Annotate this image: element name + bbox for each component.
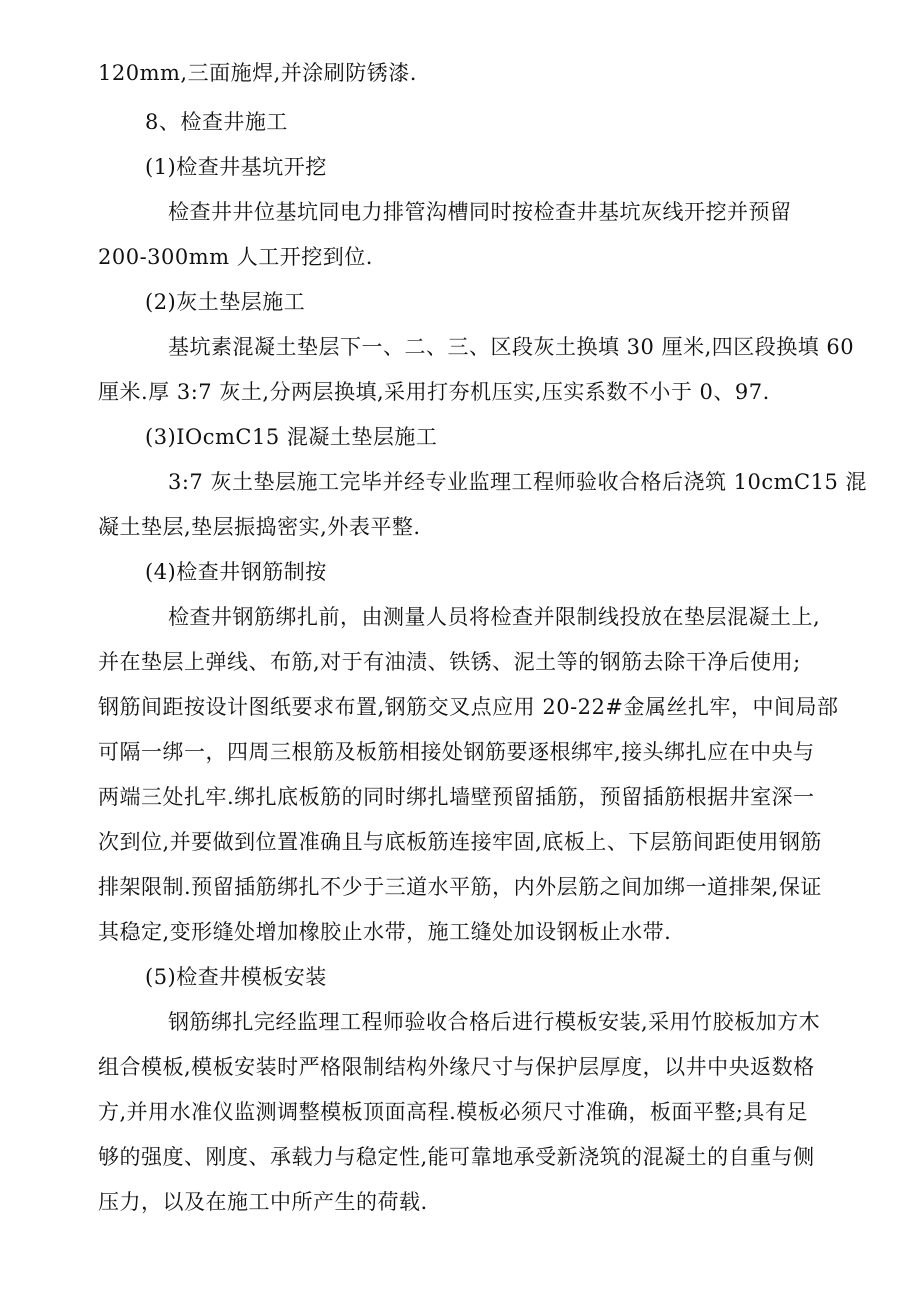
text-line: 200-300mm 人工开挖到位. <box>98 245 373 269</box>
text-line: 3:7 灰土垫层施工完毕并经专业监理工程师验收合格后浇筑 10cmC15 混 <box>168 470 868 494</box>
subsection-heading: (4)检查井钢筋制按 <box>145 560 327 584</box>
subsection-heading: (5)检查井模板安装 <box>145 965 327 989</box>
text-line: 钢筋绑扎完经监理工程师验收合格后进行模板安装,采用竹胶板加方木 <box>168 1010 821 1034</box>
subsection-heading: (1)检查井基坑开挖 <box>145 155 327 179</box>
text-line: 组合模板,模板安装时严格限制结构外缘尺寸与保护层厚度，以井中央返数格 <box>98 1055 815 1079</box>
text-line: 够的强度、刚度、承载力与稳定性,能可靠地承受新浇筑的混凝土的自重与侧 <box>98 1145 815 1169</box>
subsection-heading: (2)灰土垫层施工 <box>145 290 306 314</box>
text-line: 可隔一绑一，四周三根筋及板筋相接处钢筋要逐根绑牢,接头绑扎应在中央与 <box>98 740 815 764</box>
text-line: 并在垫层上弹线、布筋,对于有油渍、铁锈、泥土等的钢筋去除干净后使用; <box>98 650 801 674</box>
text-line: 厘米.厚 3:7 灰土,分两层换填,采用打夯机压实,压实系数不小于 0、97. <box>98 380 770 404</box>
section-heading: 8、检查井施工 <box>145 110 288 134</box>
text-line: 排架限制.预留插筋绑扎不少于三道水平筋，内外层筋之间加绑一道排架,保证 <box>98 875 822 899</box>
text-line: 120mm,三面施焊,并涂刷防锈漆. <box>98 61 417 85</box>
text-line: 压力，以及在施工中所产生的荷载. <box>98 1190 428 1214</box>
text-line: 检查井井位基坑同电力排管沟槽同时按检查井基坑灰线开挖并预留 <box>168 200 792 224</box>
text-line: 其稳定,变形缝处增加橡胶止水带，施工缝处加设钢板止水带. <box>98 920 672 944</box>
text-line: 次到位,并要做到位置准确且与底板筋连接牢固,底板上、下层筋间距使用钢筋 <box>98 830 822 854</box>
text-line: 基坑素混凝土垫层下一、二、三、区段灰土换填 30 厘米,四区段换填 60 <box>168 335 855 359</box>
text-line: 凝土垫层,垫层振捣密实,外表平整. <box>98 515 421 539</box>
text-line: 两端三处扎牢.绑扎底板筋的同时绑扎墙壁预留插筋，预留插筋根据井室深一 <box>98 785 815 809</box>
text-line: 钢筋间距按设计图纸要求布置,钢筋交叉点应用 20-22#金属丝扎牢，中间局部 <box>98 695 839 719</box>
text-line: 检查井钢筋绑扎前，由测量人员将检查并限制线投放在垫层混凝土上, <box>168 605 821 629</box>
text-line: 方,并用水准仪监测调整模板顶面高程.模板必须尺寸准确，板面平整;具有足 <box>98 1100 808 1124</box>
subsection-heading: (3)IOcmC15 混凝土垫层施工 <box>145 425 438 449</box>
